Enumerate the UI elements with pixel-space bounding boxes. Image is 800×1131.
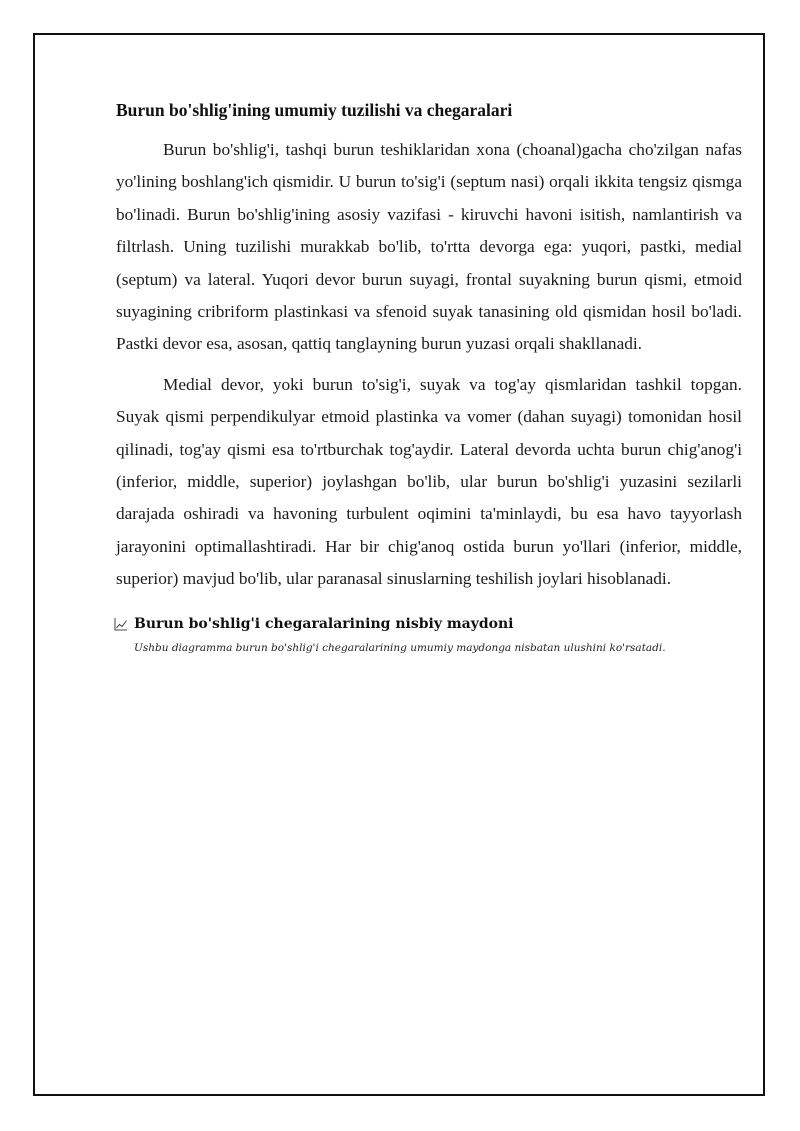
document-body (116, 98, 742, 656)
paragraph-2: Medial devor, yoki burun to'sig'i, suyak va tog'ay qismlaridan tashkil topgan. Suyak qismi perpendikulyar etmoid plastinka va vomer (dahan suyagi) tomonidan hosil qilinadi, tog'ay qismi esa to'rtburchak tog'aydir. Lateral devorda uchta burun chig'anog'i (inferior, middle, superior) joylashgan bo'lib, ular burun bo'shlig'i yuzasini sezilarli darajada oshiradi va havoning turbulent oqimini ta'minlaydi, bu esa havo tayyorlash jarayonini optimallashtiradi. Har bir chig'anoq ostida burun yo'llari (inferior, middle, superior) mavjud bo'lib, ular paranasal sinuslarning teshilish joylari hisoblanadi. (116, 374, 742, 589)
chart-icon (114, 617, 128, 631)
figure-block (116, 614, 742, 656)
figure-title-row (116, 614, 742, 634)
section-heading: Burun bo'shlig'ining umumiy tuzilishi va chegaralari (116, 100, 513, 120)
figure-title: Burun bo'shlig'i chegaralarining nisbiy maydoni (134, 615, 514, 632)
figure-caption: Ushbu diagramma burun bo'shlig'i chegaralarining umumiy maydonga nisbatan ulushini ko'rsatadi. (134, 641, 666, 654)
paragraph-1: Burun bo'shlig'i, tashqi burun teshiklaridan xona (choanal)gacha cho'zilgan nafas yo'lining boshlang'ich qismidir. U burun to'sig'i (septum nasi) orqali ikkita tengsiz qismga bo'linadi. Burun bo'shlig'ining asosiy vazifasi - kiruvchi havoni isitish, namlantirish va filtrlash. Uning tuzilishi murakkab bo'lib, to'rtta devorga ega: yuqori, pastki, medial (septum) va lateral. Yuqori devor burun suyagi, frontal suyakning burun qismi, etmoid suyagining cribriform plastinkasi va sfenoid suyak tanasining old qismidan hosil bo'ladi. Pastki devor esa, asosan, qattiq tanglayning burun yuzasi orqali shakllanadi. (116, 140, 742, 354)
